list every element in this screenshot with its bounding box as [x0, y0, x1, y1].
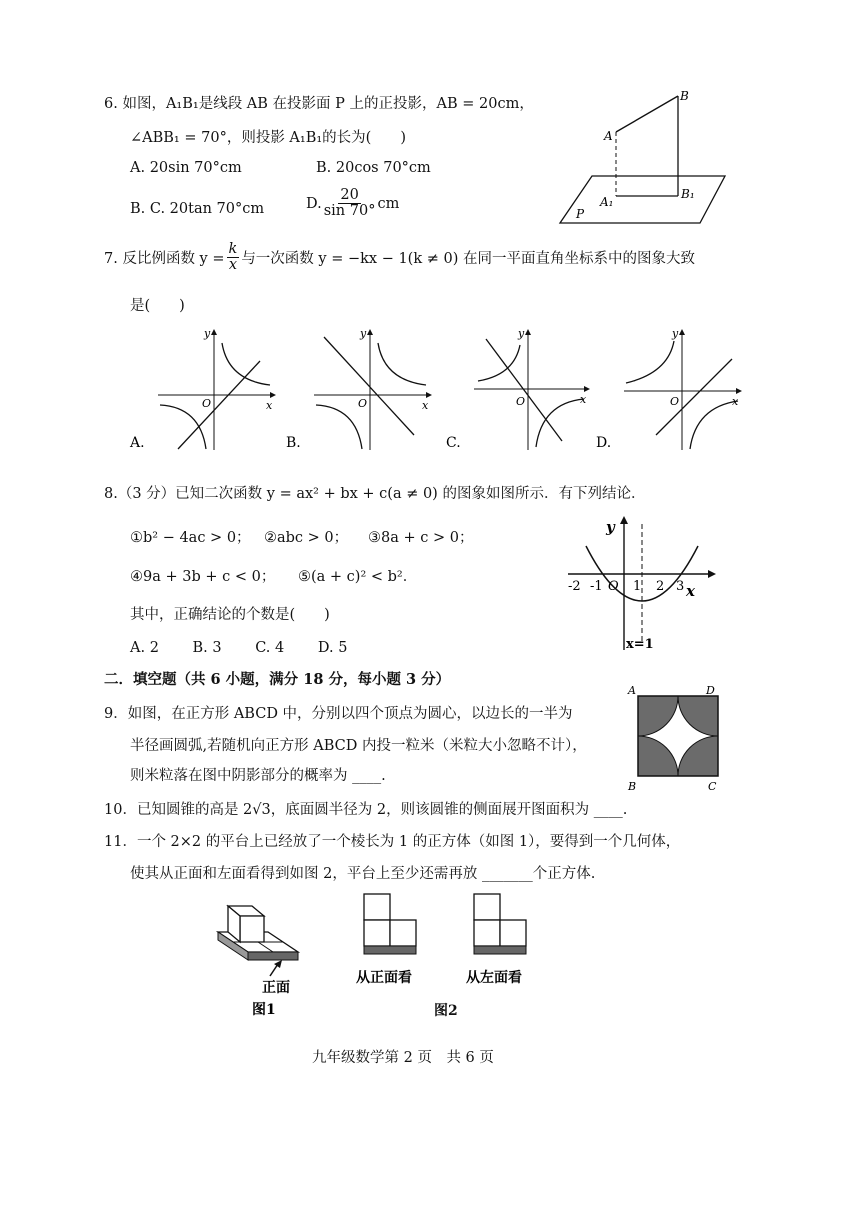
q8-fig-o: O	[608, 579, 619, 594]
q7-fraction-numerator: k	[228, 241, 238, 257]
q8-axis-of-symmetry: x=1	[626, 637, 654, 652]
graph-c-y: y	[518, 327, 525, 340]
q8-parabola-figure	[560, 516, 720, 652]
q9-label-c: C	[708, 780, 717, 793]
graph-a-x: x	[266, 399, 273, 412]
q6-projection-figure	[560, 88, 730, 228]
projection-plane	[560, 176, 725, 223]
q6-option-b: B. 20cos 70°cm	[316, 160, 431, 176]
q6-option-d-numerator: 20	[340, 187, 359, 203]
q8-question: 其中，正确结论的个数是( )	[130, 607, 330, 623]
q11-left-view	[460, 890, 560, 1000]
q11-front-view	[350, 890, 450, 1000]
q6-option-a: A. 20sin 70°cm	[130, 160, 242, 176]
q9-line2: 半径画圆弧,若随机向正方形 ABCD 内投一粒米（米粒大小忽略不计），	[130, 738, 587, 754]
segment-ab	[616, 96, 678, 132]
q7-fraction-denominator: x	[228, 257, 237, 274]
q6-option-d-unit: cm	[377, 195, 400, 212]
page-footer: 九年级数学第 2 页 共 6 页	[312, 1050, 494, 1066]
q11-figure-1	[212, 896, 322, 1021]
graph-c-x: x	[580, 393, 587, 406]
q7-fraction	[227, 242, 240, 273]
label-a: A	[604, 129, 613, 143]
q8-options: A. 2 B. 3 C. 4 D. 5	[130, 640, 348, 656]
q8-tick-minus1: -1	[590, 579, 603, 594]
q7-graph-d	[596, 325, 746, 455]
graph-c-o: O	[516, 395, 526, 408]
q9-line3: 则米粒落在图中阴影部分的概率为 ____.	[130, 768, 386, 784]
q7-line1	[104, 242, 695, 273]
q8-fig-y: y	[606, 518, 615, 536]
q7-graph-b	[286, 325, 436, 455]
graph-a-o: O	[202, 397, 212, 410]
graph-a-label: A.	[130, 435, 145, 451]
graph-b-x: x	[422, 399, 429, 412]
q7-graph-c	[444, 325, 594, 455]
q8-fig-x: x	[686, 582, 695, 600]
label-a1: A₁	[600, 195, 614, 209]
q8-conclusion-5: ⑤(a + c)² < b²．	[298, 569, 418, 585]
q9-line1: 9．如图，在正方形 ABCD 中，分别以四个顶点为圆心，以边长的一半为	[104, 706, 573, 722]
graph-b-o: O	[358, 397, 368, 410]
q6-line1: 6. 如图，A₁B₁是线段 AB 在投影面 P 上的正投影，AB = 20cm，	[104, 96, 534, 112]
q11-left-view-caption: 从左面看	[466, 970, 522, 986]
section-2-heading: 二．填空题（共 6 小题，满分 18 分，每小题 3 分）	[104, 671, 451, 688]
graph-b-label: B.	[286, 435, 301, 451]
q6-option-c: B. C. 20tan 70°cm	[130, 201, 265, 217]
q9-label-d: D	[706, 684, 715, 697]
q11-figure-2-caption: 图2	[434, 1003, 458, 1019]
q8-conclusion-1: ①b² − 4ac > 0；	[130, 530, 251, 546]
graph-d-y: y	[672, 327, 679, 340]
q11-figure-1-caption: 图1	[252, 1002, 276, 1018]
graph-d-x: x	[732, 395, 739, 408]
q9-label-a: A	[628, 684, 636, 697]
q8-conclusion-3: ③8a + c > 0；	[368, 530, 474, 546]
q11-line2: 使其从正面和左面看得到如图 2，平台上至少还需再放 _______个正方体.	[130, 866, 596, 882]
q8-tick-3: 3	[676, 579, 685, 594]
q7-line2: 是( )	[130, 298, 185, 314]
q6-option-d-denominator: sin 70°	[323, 203, 376, 220]
q8-conclusion-4: ④9a + 3b + c < 0；	[130, 569, 276, 585]
graph-b-y: y	[360, 327, 367, 340]
q11-line1: 11．一个 2×2 的平台上已经放了一个棱长为 1 的正方体（如图 1），要得到一个几何体，	[104, 834, 681, 850]
q10-text: 10．已知圆锥的高是 2√3，底面圆半径为 2，则该圆锥的侧面展开图面积为 ____.	[104, 802, 628, 818]
label-p: P	[576, 207, 585, 221]
q7-line1-start: 7. 反比例函数 y =	[104, 251, 225, 268]
q6-option-d-fraction	[324, 188, 376, 219]
label-b: B	[680, 89, 689, 103]
graph-d-o: O	[670, 395, 680, 408]
q11-front-view-caption: 从正面看	[356, 970, 412, 986]
q8-tick-minus2: -2	[568, 579, 581, 594]
q8-line1: 8.（3 分）已知二次函数 y = ax² + bx + c(a ≠ 0) 的图象如图所示．有下列结论．	[104, 486, 646, 502]
graph-d-label: D.	[596, 435, 612, 451]
graph-a-y: y	[204, 327, 211, 340]
q6-option-d	[306, 188, 399, 219]
q8-tick-1: 1	[633, 579, 642, 594]
q7-graph-a	[130, 325, 280, 455]
q6-line2: ∠ABB₁ = 70°，则投影 A₁B₁的长为( )	[130, 130, 406, 146]
q9-square-figure	[622, 684, 728, 792]
graph-c-label: C.	[446, 435, 461, 451]
q6-option-d-prefix: D.	[306, 195, 322, 212]
q9-label-b: B	[628, 780, 637, 793]
q8-conclusion-2: ②abc > 0；	[264, 530, 349, 546]
q8-tick-2: 2	[656, 579, 665, 594]
q11-front-label: 正面	[262, 980, 290, 996]
label-b1: B₁	[681, 187, 695, 201]
q7-line1-end: 与一次函数 y = −kx − 1(k ≠ 0) 在同一平面直角坐标系中的图象大致	[241, 251, 695, 268]
